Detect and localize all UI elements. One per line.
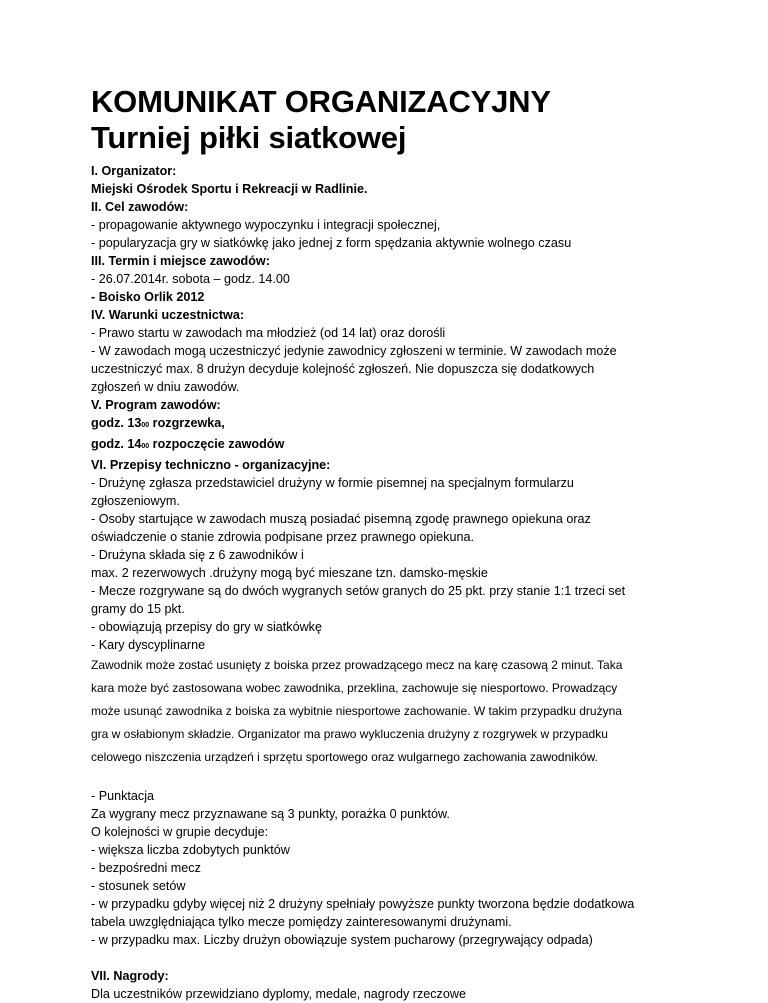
rules-line: - obowiązują przepisy do gry w siatkówkę — [91, 620, 322, 634]
rules-line: max. 2 rezerwowych .drużyny mogą być mieszane tzn. damsko-męskie — [91, 566, 488, 580]
conditions-line: - W zawodach mogą uczestniczyć jedynie zawodnicy zgłoszeni w terminie. W zawodach może — [91, 344, 617, 358]
organizer-heading: I. Organizator: — [91, 164, 177, 178]
rules-line: oświadczenie o stanie zdrowia podpisane przez prawnego opiekuna. — [91, 530, 474, 544]
term-date: - 26.07.2014r. sobota – godz. 14.00 — [91, 272, 290, 286]
goal-item: - popularyzacja gry w siatkówkę jako jednej z form spędzania aktywnie wolnego czasu — [91, 236, 572, 250]
term-heading: III. Termin i miejsce zawodów: — [91, 254, 270, 268]
prizes-heading: VII. Nagrody: — [91, 969, 169, 983]
penalty-line: kara może być zastosowana wobec zawodnika, przeklina, zachowuje się niesportowo. Prowadzący — [91, 681, 618, 695]
warmup-minutes: 00 — [141, 422, 150, 429]
document-subtitle: Turniej piłki siatkowej — [91, 120, 407, 155]
conditions-line: - Prawo startu w zawodach ma młodzież (od 14 lat) oraz dorośli — [91, 326, 446, 340]
scoring-line: - większa liczba zdobytych punktów — [91, 843, 290, 857]
document-title: KOMUNIKAT ORGANIZACYJNY — [91, 84, 551, 119]
prizes-text: Dla uczestników przewidziano dyplomy, medale, nagrody rzeczowe — [91, 987, 466, 1001]
program-heading: V. Program zawodów: — [91, 398, 221, 412]
spacer — [91, 949, 741, 967]
program-warmup — [91, 414, 741, 435]
scoring-line: - Punktacja — [91, 789, 154, 803]
conditions-line: uczestniczyć max. 8 drużyn decyduje kolejność zgłoszeń. Nie dopuszcza się dodatkowych — [91, 362, 595, 376]
scoring-line: - stosunek setów — [91, 879, 186, 893]
scoring-line: tabela uwzględniająca tylko mecze pomiędzy zainteresowanymi drużynami. — [91, 915, 512, 929]
term-place: - Boisko Orlik 2012 — [91, 290, 205, 304]
scoring-line: - w przypadku max. Liczby drużyn obowiązuje system pucharowy (przegrywający odpada) — [91, 933, 593, 947]
goal-item: - propagowanie aktywnego wypoczynku i integracji społecznej, — [91, 218, 441, 232]
goal-heading: II. Cel zawodów: — [91, 200, 189, 214]
penalty-line: gra w osłabionym składzie. Organizator ma prawo wykluczenia drużyny z rozgrywek w przypadku — [91, 727, 608, 741]
scoring-line: - bezpośredni mecz — [91, 861, 201, 875]
rules-line: - Drużynę zgłasza przedstawiciel drużyny w formie pisemnej na specjalnym formularzu — [91, 476, 574, 490]
penalty-line: Zawodnik może zostać usunięty z boiska przez prowadzącego mecz na karę czasową 2 minut. Taka — [91, 658, 623, 672]
rules-line: - Mecze rozgrywane są do dwóch wygranych setów granych do 25 pkt. przy stanie 1:1 trzeci set — [91, 584, 626, 598]
warmup-hour: godz. 13 — [91, 416, 142, 430]
rules-line: gramy do 15 pkt. — [91, 602, 185, 616]
start-minutes: 00 — [141, 443, 150, 450]
penalty-line: celowego niszczenia urządzeń i sprzętu sportowego oraz wulgarnego zachowania zawodników. — [91, 750, 598, 764]
conditions-heading: IV. Warunki uczestnictwa: — [91, 308, 245, 322]
spacer — [91, 769, 741, 787]
scoring-line: - w przypadku gdyby więcej niż 2 drużyny spełniały powyższe punkty tworzona będzie dodatkowa — [91, 897, 635, 911]
rules-line: zgłoszeniowym. — [91, 494, 180, 508]
conditions-line: zgłoszeń w dniu zawodów. — [91, 380, 240, 394]
rules-line: - Osoby startujące w zawodach muszą posiadać pisemną zgodę prawnego opiekuna oraz — [91, 512, 591, 526]
rules-heading: VI. Przepisy techniczno - organizacyjne: — [91, 458, 331, 472]
scoring-line: O kolejności w grupie decyduje: — [91, 825, 269, 839]
penalty-line: może usunąć zawodnika z boiska za wybitnie niesportowe zachowanie. W takim przypadku drużyna — [91, 704, 622, 718]
document-page — [91, 84, 741, 1003]
scoring-line: Za wygrany mecz przyznawane są 3 punkty, porażka 0 punktów. — [91, 807, 450, 821]
program-start — [91, 435, 741, 456]
organizer-text: Miejski Ośrodek Sportu i Rekreacji w Radlinie. — [91, 182, 368, 196]
warmup-label: rozgrzewka, — [149, 416, 225, 430]
rules-line: - Kary dyscyplinarne — [91, 638, 206, 652]
start-label: rozpoczęcie zawodów — [149, 437, 285, 451]
start-hour: godz. 14 — [91, 437, 142, 451]
rules-line: - Drużyna składa się z 6 zawodników i — [91, 548, 304, 562]
